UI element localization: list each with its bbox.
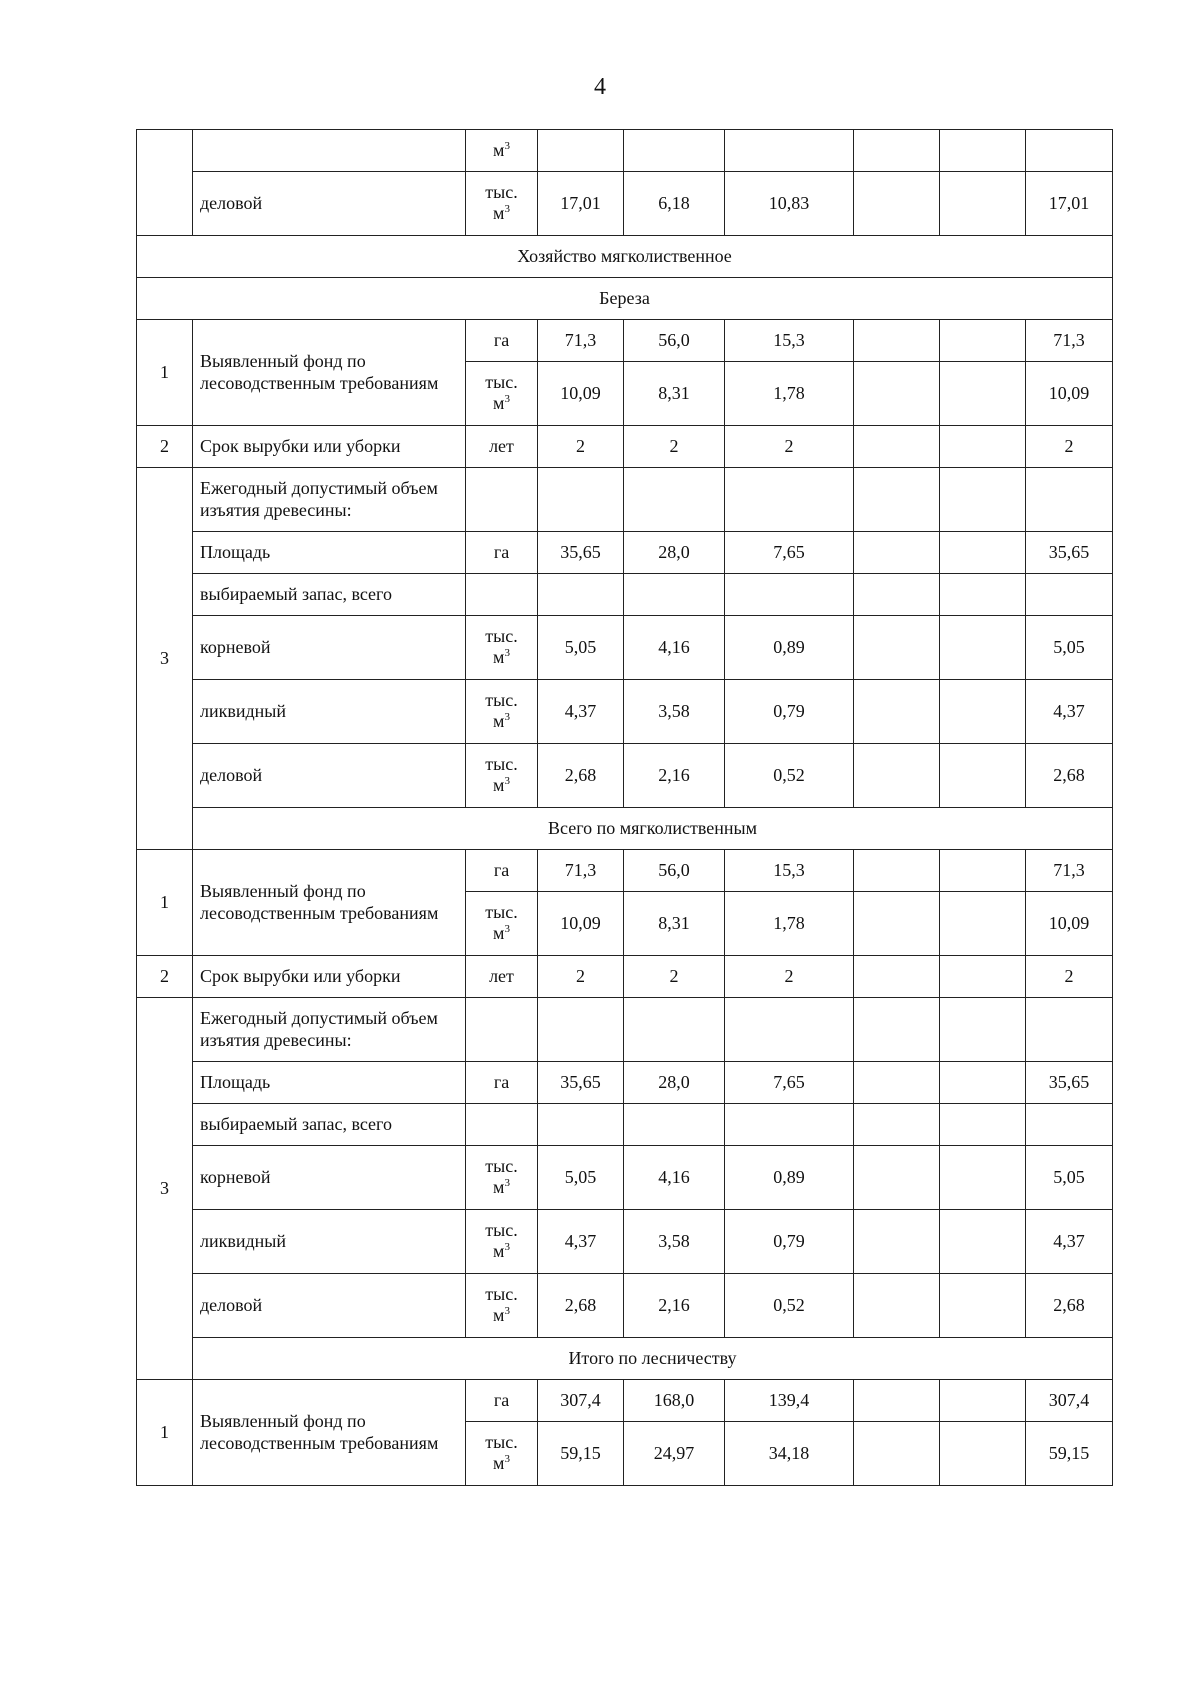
value-cell <box>624 998 725 1062</box>
value-cell: 59,15 <box>1026 1422 1113 1486</box>
value-cell: 2,16 <box>624 744 725 808</box>
section-header: Итого по лесничеству <box>193 1338 1113 1380</box>
table-row <box>137 1338 1113 1380</box>
value-cell <box>854 892 940 956</box>
table-row <box>137 998 1113 1062</box>
unit-m3: $м^3$ <box>493 775 510 795</box>
value-cell: 3,58 <box>624 1210 725 1274</box>
value-cell: 4,37 <box>538 1210 624 1274</box>
value-cell <box>854 1146 940 1210</box>
unit-thous: тыс. <box>485 372 518 393</box>
unit-cell <box>466 574 538 616</box>
value-cell <box>1026 998 1113 1062</box>
unit-cell <box>466 362 538 426</box>
forestry-table <box>136 129 1113 1486</box>
value-cell: 8,31 <box>624 892 725 956</box>
table-row <box>137 1146 1113 1210</box>
unit-years: лет <box>489 435 514 456</box>
value-cell: 2,16 <box>624 1274 725 1338</box>
value-cell <box>940 1380 1026 1422</box>
unit-m: м <box>493 1305 505 1325</box>
value-cell: 1,78 <box>725 892 854 956</box>
unit-m3: $м^3$ <box>493 647 510 667</box>
value-cell: 35,65 <box>1026 532 1113 574</box>
value-cell <box>940 680 1026 744</box>
value-cell <box>854 362 940 426</box>
value-cell: 0,52 <box>725 1274 854 1338</box>
value-cell: 0,79 <box>725 680 854 744</box>
value-cell <box>1026 130 1113 172</box>
unit-thous: тыс. <box>485 754 518 775</box>
unit-cell <box>466 1104 538 1146</box>
value-cell: 0,52 <box>725 744 854 808</box>
unit-thous: тыс. <box>485 1284 518 1305</box>
value-cell: 4,37 <box>1026 1210 1113 1274</box>
item-number: 1 <box>137 850 193 956</box>
unit-m: м <box>493 1453 505 1473</box>
page-number: 4 <box>594 74 606 100</box>
value-cell: 4,37 <box>1026 680 1113 744</box>
unit-cell <box>466 320 538 362</box>
item-number: 2 <box>137 426 193 468</box>
value-cell <box>854 574 940 616</box>
value-cell: 4,16 <box>624 1146 725 1210</box>
value-cell: 10,09 <box>1026 892 1113 956</box>
unit-years: лет <box>489 965 514 986</box>
unit-thous: тыс. <box>485 690 518 711</box>
value-cell: 8,31 <box>624 362 725 426</box>
unit-ha: га <box>493 329 510 350</box>
section-header: Всего по мягколиственным <box>193 808 1113 850</box>
value-cell: 35,65 <box>538 532 624 574</box>
item-number: 3 <box>137 468 193 850</box>
value-cell <box>940 892 1026 956</box>
name-cell: Площадь <box>193 532 466 574</box>
name-cell: Выявленный фонд по лесоводственным требованиям <box>193 1380 466 1486</box>
value-cell <box>538 998 624 1062</box>
section-header: Хозяйство мягколиственное <box>137 236 1113 278</box>
value-cell: 17,01 <box>538 172 624 236</box>
value-cell <box>940 616 1026 680</box>
unit-thous: тыс. <box>485 1220 518 1241</box>
unit-m: м <box>493 393 505 413</box>
name-cell: выбираемый запас, всего <box>193 574 466 616</box>
table-row <box>137 532 1113 574</box>
value-cell <box>725 1104 854 1146</box>
value-cell <box>940 744 1026 808</box>
value-cell: 15,3 <box>725 320 854 362</box>
item-number: 1 <box>137 1380 193 1486</box>
value-cell <box>538 130 624 172</box>
unit-cell <box>466 956 538 998</box>
unit-cell <box>466 1146 538 1210</box>
value-cell: 307,4 <box>538 1380 624 1422</box>
value-cell <box>725 574 854 616</box>
value-cell: 35,65 <box>538 1062 624 1104</box>
value-cell: 35,65 <box>1026 1062 1113 1104</box>
table-row <box>137 130 1113 172</box>
table-row <box>137 1380 1113 1422</box>
value-cell <box>854 956 940 998</box>
unit-cell <box>466 850 538 892</box>
value-cell <box>624 130 725 172</box>
value-cell: 71,3 <box>1026 320 1113 362</box>
unit-ha: га <box>493 1071 510 1092</box>
value-cell: 59,15 <box>538 1422 624 1486</box>
unit-ha: га <box>493 1389 510 1410</box>
value-cell: 3,58 <box>624 680 725 744</box>
value-cell <box>624 574 725 616</box>
value-cell <box>538 574 624 616</box>
table-row <box>137 320 1113 362</box>
unit-m3: $м^3$ <box>493 923 510 943</box>
name-cell: деловой <box>193 744 466 808</box>
value-cell: 0,89 <box>725 1146 854 1210</box>
unit-cell <box>466 616 538 680</box>
table-row <box>137 1274 1113 1338</box>
unit-cell <box>466 1062 538 1104</box>
unit-cell: $м^3$ <box>466 130 538 172</box>
section-header: Береза <box>137 278 1113 320</box>
value-cell <box>854 680 940 744</box>
table-row <box>137 808 1113 850</box>
value-cell <box>854 320 940 362</box>
value-cell <box>854 1062 940 1104</box>
value-cell: 5,05 <box>1026 616 1113 680</box>
unit-ha: га <box>493 859 510 880</box>
name-cell: ликвидный <box>193 1210 466 1274</box>
value-cell <box>725 468 854 532</box>
value-cell <box>940 850 1026 892</box>
value-cell <box>854 1210 940 1274</box>
value-cell <box>940 1422 1026 1486</box>
unit-cell <box>466 1380 538 1422</box>
table-row <box>137 172 1113 236</box>
value-cell <box>854 616 940 680</box>
value-cell <box>940 956 1026 998</box>
value-cell: 5,05 <box>1026 1146 1113 1210</box>
value-cell <box>940 532 1026 574</box>
value-cell: 28,0 <box>624 532 725 574</box>
name-cell: Выявленный фонд по лесоводственным требованиям <box>193 850 466 956</box>
value-cell <box>1026 574 1113 616</box>
value-cell: 10,83 <box>725 172 854 236</box>
value-cell: 2 <box>1026 426 1113 468</box>
name-cell <box>193 130 466 172</box>
unit-cell <box>466 172 538 236</box>
unit-m: м <box>493 140 505 161</box>
name-cell: Ежегодный допустимый объем изъятия древесины: <box>193 468 466 532</box>
value-cell <box>940 1274 1026 1338</box>
value-cell: 15,3 <box>725 850 854 892</box>
unit-m: м <box>493 711 505 731</box>
value-cell <box>725 998 854 1062</box>
value-cell: 6,18 <box>624 172 725 236</box>
value-cell: 71,3 <box>538 320 624 362</box>
value-cell <box>538 1104 624 1146</box>
unit-m: м <box>493 1177 505 1197</box>
value-cell <box>854 1274 940 1338</box>
table-row <box>137 574 1113 616</box>
table-row <box>137 956 1113 998</box>
table-row <box>137 680 1113 744</box>
table-row <box>137 278 1113 320</box>
value-cell <box>940 426 1026 468</box>
unit-cell <box>466 744 538 808</box>
unit-ha: га <box>493 541 510 562</box>
value-cell <box>854 744 940 808</box>
value-cell: 4,37 <box>538 680 624 744</box>
value-cell: 10,09 <box>538 362 624 426</box>
value-cell: 1,78 <box>725 362 854 426</box>
value-cell: 2 <box>1026 956 1113 998</box>
value-cell: 7,65 <box>725 1062 854 1104</box>
value-cell <box>940 998 1026 1062</box>
unit-m3: $м^3$ <box>493 711 510 731</box>
value-cell <box>940 1062 1026 1104</box>
value-cell <box>1026 468 1113 532</box>
unit-cell <box>466 892 538 956</box>
value-cell: 2 <box>624 956 725 998</box>
unit-cell <box>466 468 538 532</box>
name-cell: Выявленный фонд по лесоводственным требованиям <box>193 320 466 426</box>
unit-thous: тыс. <box>485 182 518 203</box>
item-number: 3 <box>137 998 193 1380</box>
value-cell <box>624 1104 725 1146</box>
table-body <box>137 130 1113 1486</box>
unit-m3: $м^3$ <box>493 1453 510 1473</box>
name-cell: корневой <box>193 616 466 680</box>
unit-m3: $м^3$ <box>493 1305 510 1325</box>
value-cell: 2 <box>538 956 624 998</box>
value-cell <box>854 172 940 236</box>
unit-cell <box>466 532 538 574</box>
value-cell: 10,09 <box>1026 362 1113 426</box>
name-cell: ликвидный <box>193 680 466 744</box>
value-cell <box>940 172 1026 236</box>
unit-m3: $м^3$ <box>493 393 510 413</box>
value-cell <box>854 468 940 532</box>
value-cell <box>940 574 1026 616</box>
unit-m: м <box>493 775 505 795</box>
unit-m: м <box>493 1241 505 1261</box>
value-cell <box>854 426 940 468</box>
unit-thous: тыс. <box>485 626 518 647</box>
unit-cell <box>466 1422 538 1486</box>
table-row <box>137 744 1113 808</box>
table-row <box>137 236 1113 278</box>
value-cell: 5,05 <box>538 616 624 680</box>
value-cell: 2 <box>624 426 725 468</box>
value-cell <box>940 1104 1026 1146</box>
value-cell <box>854 130 940 172</box>
value-cell: 2,68 <box>538 744 624 808</box>
name-cell: Площадь <box>193 1062 466 1104</box>
value-cell: 7,65 <box>725 532 854 574</box>
value-cell: 56,0 <box>624 850 725 892</box>
item-number: 2 <box>137 956 193 998</box>
value-cell <box>854 850 940 892</box>
value-cell: 71,3 <box>538 850 624 892</box>
unit-cell <box>466 998 538 1062</box>
value-cell: 2 <box>725 426 854 468</box>
unit-m3: $м^3$ <box>493 203 510 223</box>
value-cell <box>940 320 1026 362</box>
value-cell: 2,68 <box>1026 1274 1113 1338</box>
name-cell: выбираемый запас, всего <box>193 1104 466 1146</box>
number-cell <box>137 130 193 236</box>
value-cell <box>940 1146 1026 1210</box>
value-cell <box>1026 1104 1113 1146</box>
value-cell: 5,05 <box>538 1146 624 1210</box>
item-number: 1 <box>137 320 193 426</box>
value-cell: 2 <box>538 426 624 468</box>
name-cell: деловой <box>193 172 466 236</box>
value-cell: 307,4 <box>1026 1380 1113 1422</box>
unit-cell <box>466 426 538 468</box>
value-cell: 139,4 <box>725 1380 854 1422</box>
value-cell <box>854 532 940 574</box>
unit-thous: тыс. <box>485 1432 518 1453</box>
name-cell: Срок вырубки или уборки <box>193 956 466 998</box>
value-cell: 4,16 <box>624 616 725 680</box>
name-cell: Ежегодный допустимый объем изъятия древесины: <box>193 998 466 1062</box>
table-row <box>137 1062 1113 1104</box>
value-cell: 0,89 <box>725 616 854 680</box>
value-cell: 17,01 <box>1026 172 1113 236</box>
value-cell: 2,68 <box>538 1274 624 1338</box>
name-cell: деловой <box>193 1274 466 1338</box>
table-row <box>137 616 1113 680</box>
unit-m: м <box>493 203 505 223</box>
value-cell: 71,3 <box>1026 850 1113 892</box>
value-cell <box>854 1380 940 1422</box>
table-row <box>137 1104 1113 1146</box>
value-cell: 34,18 <box>725 1422 854 1486</box>
value-cell <box>538 468 624 532</box>
value-cell <box>940 362 1026 426</box>
value-cell <box>854 998 940 1062</box>
unit-cell <box>466 1274 538 1338</box>
value-cell: 168,0 <box>624 1380 725 1422</box>
unit-m: м <box>493 923 505 943</box>
table-row <box>137 426 1113 468</box>
value-cell <box>940 468 1026 532</box>
value-cell: 24,97 <box>624 1422 725 1486</box>
table-row <box>137 850 1113 892</box>
value-cell: 10,09 <box>538 892 624 956</box>
value-cell <box>854 1422 940 1486</box>
value-cell: 0,79 <box>725 1210 854 1274</box>
unit-m3: $м^3$ <box>493 1241 510 1261</box>
value-cell: 2,68 <box>1026 744 1113 808</box>
value-cell: 2 <box>725 956 854 998</box>
unit-m3: $м^3$ <box>493 1177 510 1197</box>
unit-thous: тыс. <box>485 1156 518 1177</box>
value-cell <box>940 1210 1026 1274</box>
table-row <box>137 1210 1113 1274</box>
table-row <box>137 468 1113 532</box>
value-cell: 28,0 <box>624 1062 725 1104</box>
value-cell <box>725 130 854 172</box>
unit-m: м <box>493 647 505 667</box>
name-cell: Срок вырубки или уборки <box>193 426 466 468</box>
value-cell <box>854 1104 940 1146</box>
value-cell: 56,0 <box>624 320 725 362</box>
unit-cell <box>466 680 538 744</box>
unit-thous: тыс. <box>485 902 518 923</box>
unit-cell <box>466 1210 538 1274</box>
value-cell <box>940 130 1026 172</box>
value-cell <box>624 468 725 532</box>
name-cell: корневой <box>193 1146 466 1210</box>
